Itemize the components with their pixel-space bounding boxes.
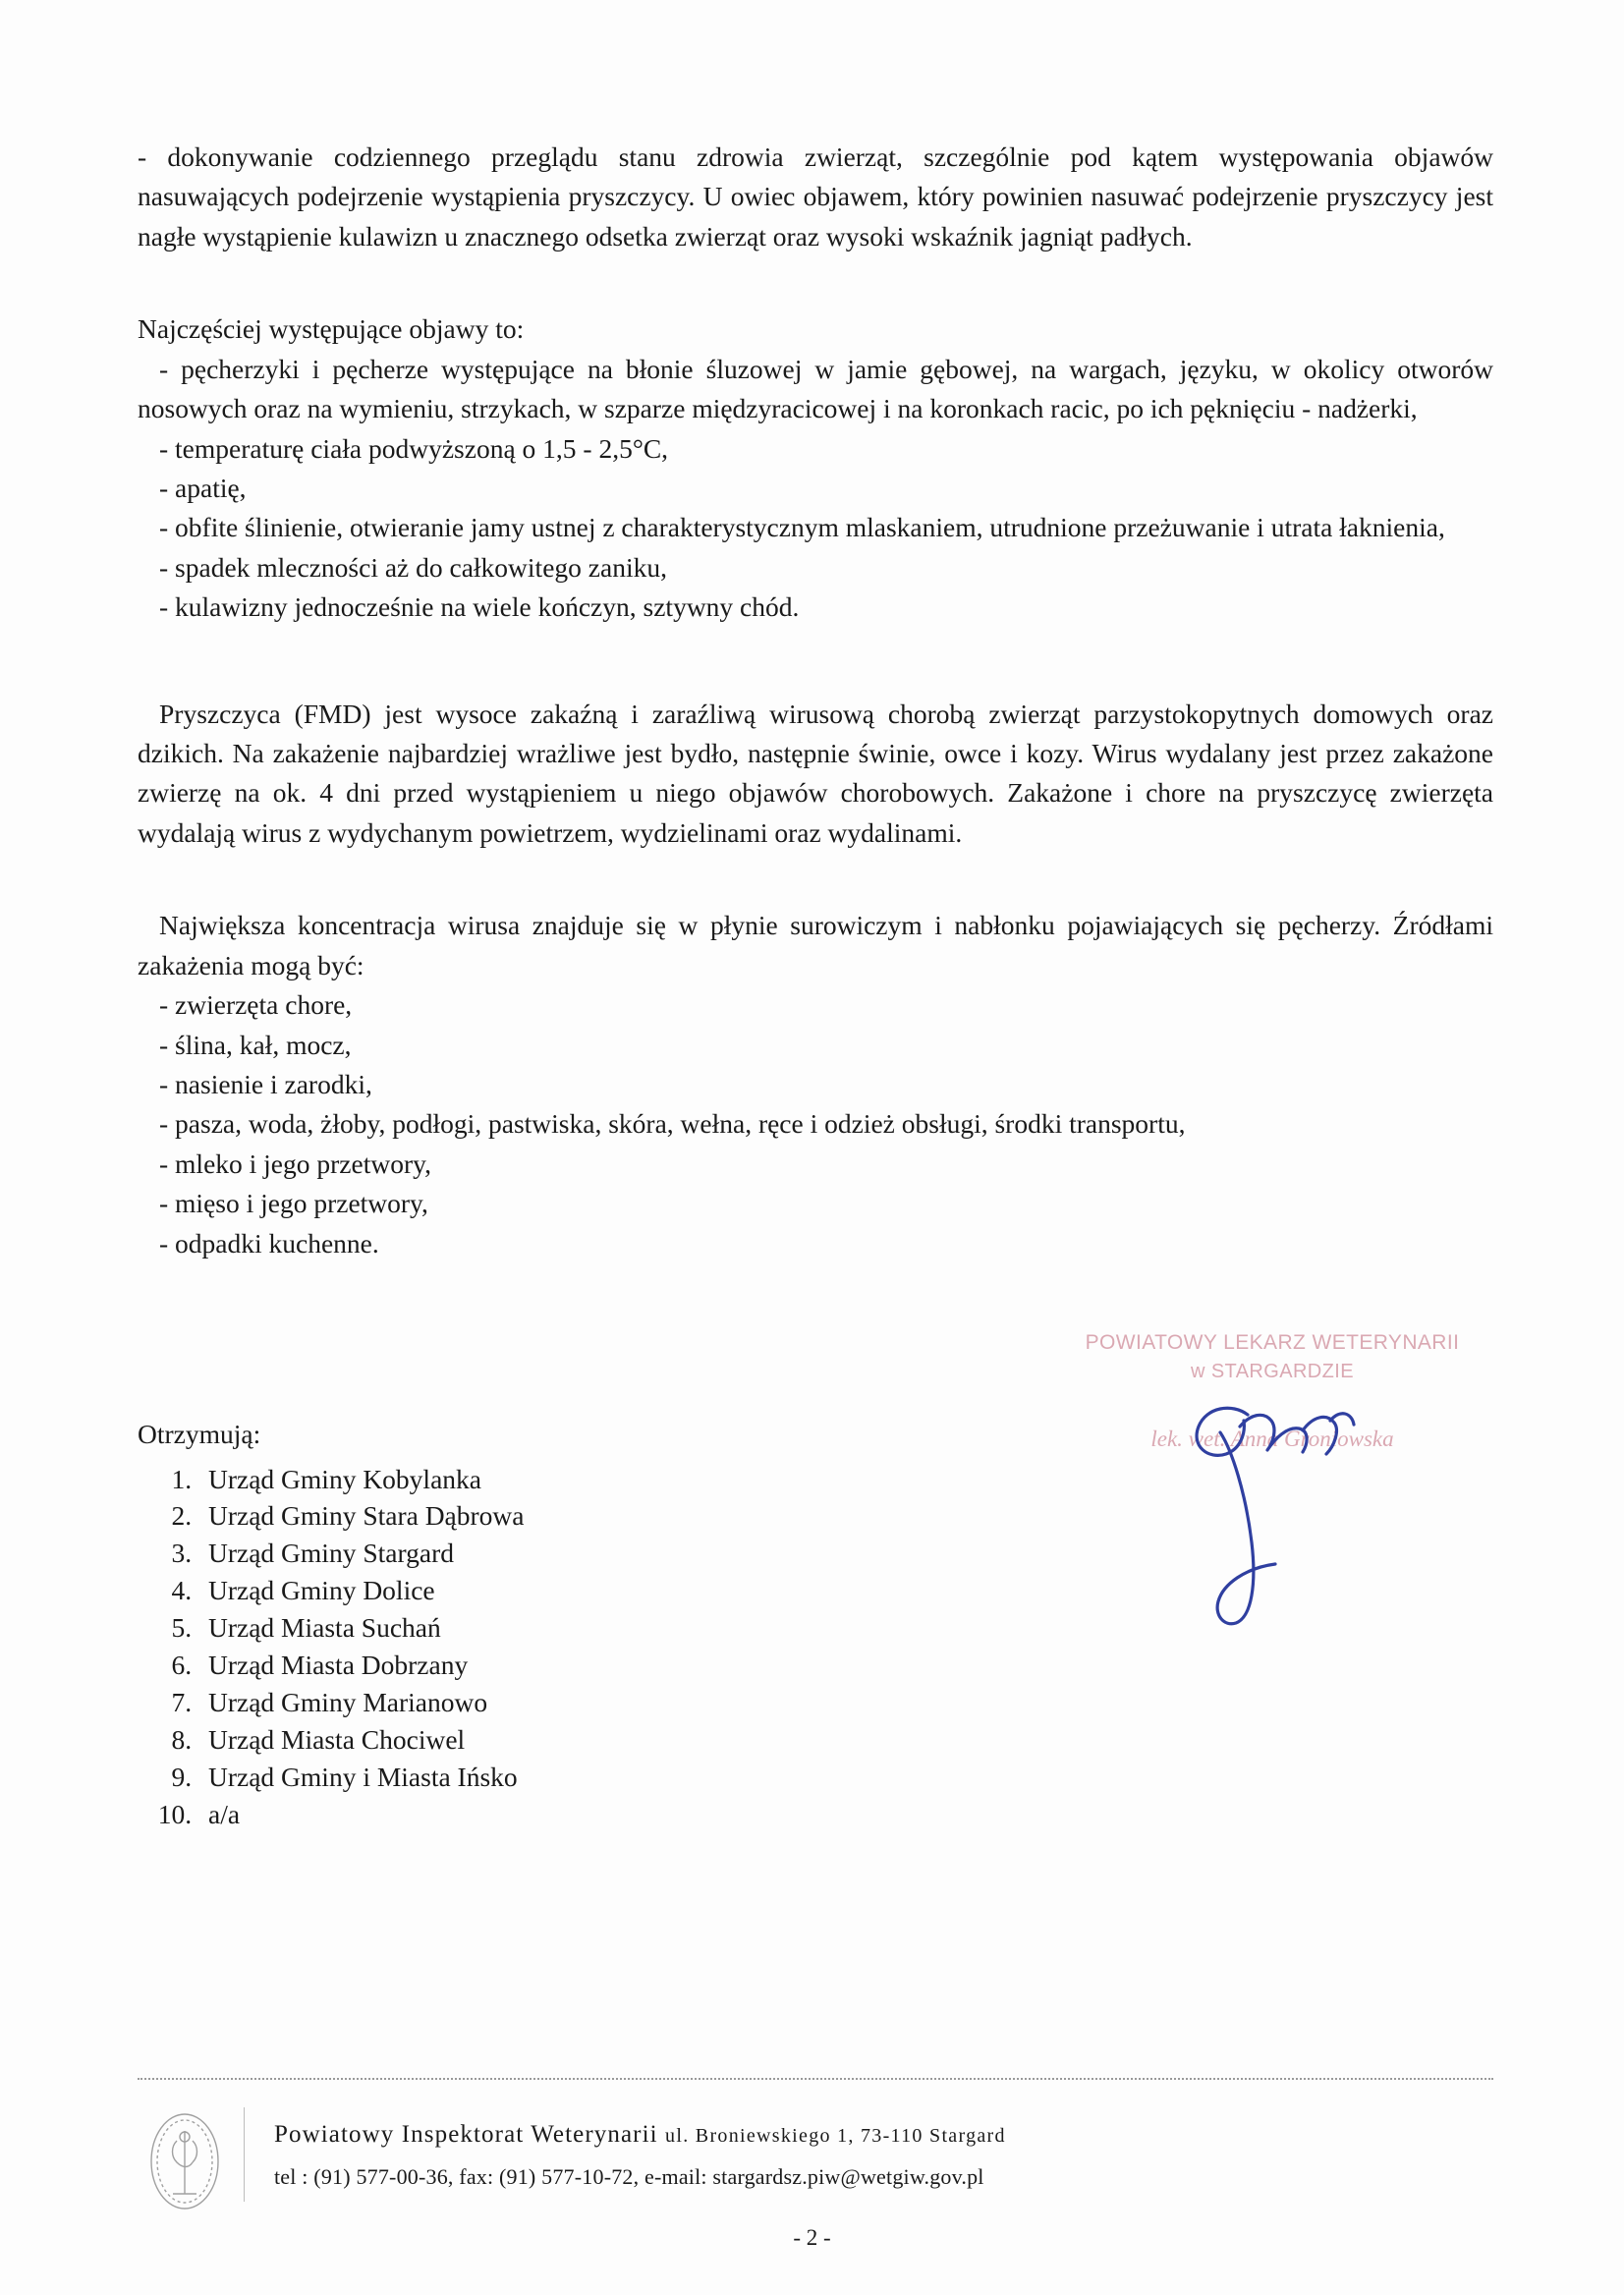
symptom-item-6: - kulawizny jednocześnie na wiele kończyn, sztywny chód. <box>159 591 800 623</box>
symptom-item-5: - spadek mleczności aż do całkowitego zaniku, <box>159 551 667 583</box>
footer-vertical-rule <box>244 2107 245 2202</box>
list-item: 3. Urząd Gminy Stargard <box>198 1535 1493 1572</box>
paragraph-intro: - dokonywanie codziennego przeglądu stanu zdrowia zwierząt, szczególnie pod kątem występowania objawów nasuwających podejrzenie wystąpienia pryszczycy. U owiec objawem, który powinien nasuwać podejrzenie pryszczycy jest nagłe wystąpienie kulawizn u znacznego odsetka zwierząt oraz wysoki wskaźnik jagniąt padłych. <box>138 141 1493 252</box>
paragraph-virus-concentration: Największa koncentracja wirusa znajduje się w płynie surowiczym i nabłonku pojawiających się pęcherzy. Źródłami zakażenia mogą być: <box>138 910 1493 980</box>
page-footer <box>138 2107 1493 2215</box>
recipients-section <box>138 1415 1493 1833</box>
list-item: 9. Urząd Gminy i Miasta Ińsko <box>198 1759 1493 1796</box>
list-item: 5. Urząd Miasta Suchań <box>198 1609 1493 1647</box>
stamp-line-location: w STARGARDZIE <box>1191 1361 1354 1382</box>
symptom-item-4: - obfite ślinienie, otwieranie jamy ustnej z charakterystycznym mlaskaniem, utrudnione przeżuwanie i utrata łaknienia, <box>159 512 1445 543</box>
footer-address: ul. Broniewskiego 1, 73-110 Stargard <box>665 2125 1006 2147</box>
source-item-1: - zwierzęta chore, <box>159 989 353 1021</box>
paragraph-block-1 <box>138 138 1493 256</box>
source-item-7: - odpadki kuchenne. <box>159 1227 379 1259</box>
recipients-list <box>138 1461 1493 1833</box>
footer-organization: Powiatowy Inspektorat Weterynarii <box>274 2121 658 2148</box>
list-item: 7. Urząd Gminy Marianowo <box>198 1684 1493 1721</box>
source-item-6: - mięso i jego przetwory, <box>159 1188 428 1219</box>
source-item-4: - pasza, woda, żłoby, podłogi, pastwiska, skóra, wełna, ręce i odzież obsługi, środki transportu, <box>159 1108 1186 1140</box>
spacer <box>138 661 1493 695</box>
symptom-item-2: - temperaturę ciała podwyższoną o 1,5 - 2,5°C, <box>159 432 669 464</box>
list-item: 1. Urząd Gminy Kobylanka <box>198 1461 1493 1498</box>
footer-text-block <box>274 2107 1006 2190</box>
paragraph-block-3 <box>138 695 1493 854</box>
symptom-item-1: - pęcherzyki i pęcherze występujące na błonie śluzowej w jamie gębowej, na wargach, języku, w okolicy otworów nosowych oraz na wymieniu, strzykach, w szparze międzyracicowej i na koronkach racic, po ich pęknięciu - nadżerki, <box>138 353 1493 424</box>
page-number: - 2 - <box>793 2225 831 2250</box>
spacer <box>138 886 1493 906</box>
footer-organization-line <box>274 2121 1006 2149</box>
source-item-5: - mleko i jego przetwory, <box>159 1148 431 1179</box>
veterinary-emblem-icon <box>138 2107 232 2215</box>
footer-contact: tel : (91) 577-00-36, fax: (91) 577-10-72, e-mail: stargardsz.piw@wetgiw.gov.pl <box>274 2164 984 2189</box>
sources-section <box>138 906 1493 1263</box>
spacer <box>138 1297 1493 1356</box>
source-item-2: - ślina, kał, mocz, <box>159 1029 352 1060</box>
spacer <box>138 1356 1493 1415</box>
spacer <box>138 290 1493 309</box>
list-item: 4. Urząd Gminy Dolice <box>198 1572 1493 1609</box>
source-item-3: - nasienie i zarodki, <box>159 1069 372 1100</box>
recipients-title: Otrzymują: <box>138 1419 261 1450</box>
paragraph-fmd-description: Pryszczyca (FMD) jest wysoce zakaźną i zaraźliwą wirusową chorobą zwierząt parzystokopytnych domowych oraz dzikich. Na zakażenie najbardziej wrażliwe jest bydło, następnie świnie, owce i kozy. Wirus wydalany jest przez zakażone zwierzę na ok. 4 dni przed wystąpieniem u niego objawów chorobowych. Zakażone i chore na pryszczycę zwierzęta wydalają wirus z wydychanym powietrzem, wydzielinami oraz wydalinami. <box>138 698 1493 848</box>
document-body <box>138 138 1493 1867</box>
stamp-line-name: lek. wet. Anna Groniowska <box>1150 1427 1394 1451</box>
list-item: 2. Urząd Gminy Stara Dąbrowa <box>198 1497 1493 1535</box>
symptom-item-3: - apatię, <box>159 472 247 503</box>
list-item: 10. a/a <box>198 1796 1493 1833</box>
symptoms-section <box>138 309 1493 627</box>
stamp-line-authority: POWIATOWY LEKARZ WETERYNARII <box>1085 1331 1460 1354</box>
list-item: 6. Urząd Miasta Dobrzany <box>198 1647 1493 1684</box>
symptoms-heading: Najczęściej występujące objawy to: <box>138 313 525 345</box>
list-item: 8. Urząd Miasta Chociwel <box>198 1721 1493 1759</box>
footer-divider-line <box>138 2078 1493 2080</box>
